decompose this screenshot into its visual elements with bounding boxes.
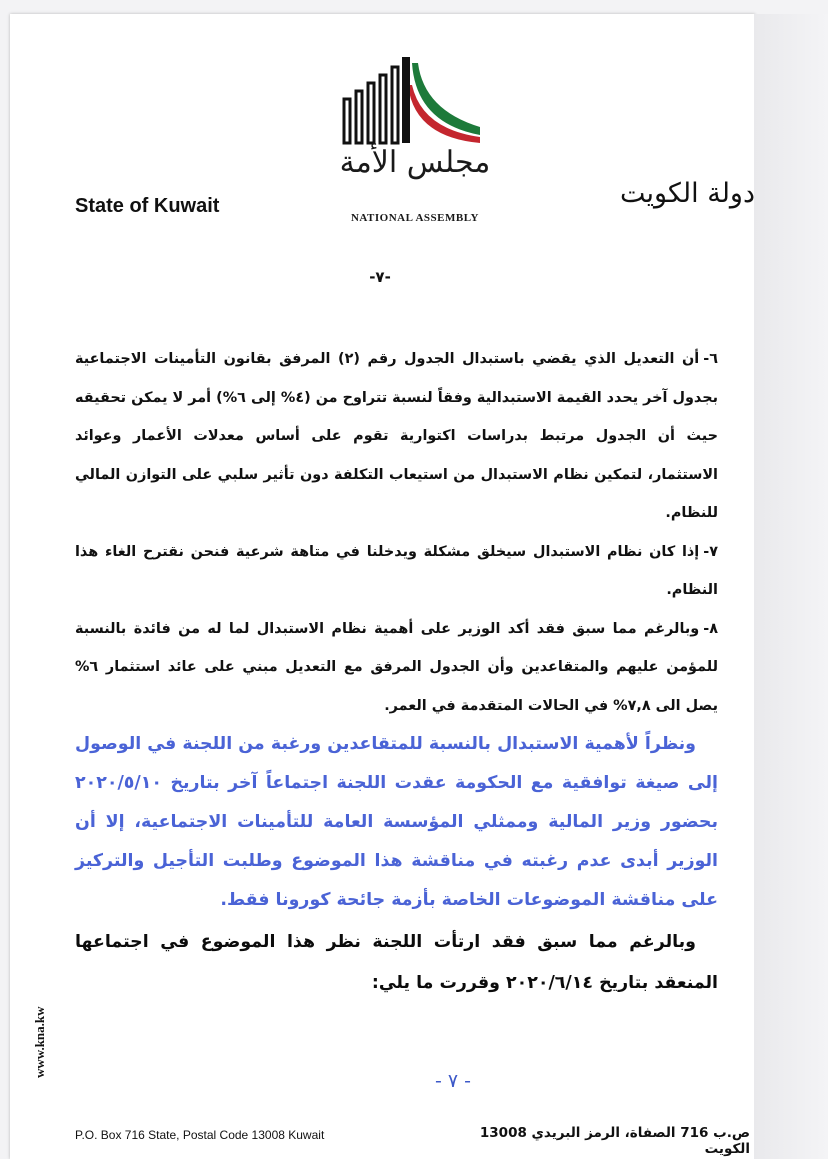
logo-green-arc — [412, 63, 480, 135]
item-number: ٦- — [703, 351, 718, 367]
item-number: ٨- — [703, 620, 718, 637]
website-url: www.kna.kw — [32, 1006, 47, 1079]
list-item — [75, 533, 718, 610]
item-number: ٧- — [703, 543, 718, 560]
item-text: أن التعديل الذي يقضي باستبدال الجدول رقم (٢) المرفق بقانون التأمينات الاجتماعية بجدول آخر يحدد القيمة الاستبدالية وفقاً لنسبة تتراوح من (٤% إلى ٦%) أمر لا يمكن تحقيقه حيث أن الجدول مرتبط بدراسات اكتوارية تقوم على أساس معدلات الأعمار وعوائد الاستثمار، لتمكين نظام الاستبدال من استيعاب التكلفة دون تأثير سلبي على التوازن المالي للنظام. — [75, 351, 718, 521]
list-item — [75, 610, 718, 726]
item-text: إذا كان نظام الاستبدال سيخلق مشكلة ويدخلنا في متاهة شرعية فنحن نقترح الغاء هذا النظام. — [75, 543, 718, 598]
footer-address-arabic: ص.ب 716 الصفاة، الرمز البريدي 13008 الكويت — [479, 1125, 750, 1157]
logo-english-text: NATIONAL ASSEMBLY — [350, 212, 479, 224]
item-text: وبالرغم مما سبق فقد أكد الوزير على أهمية نظام الاستبدال لما له من فائدة بالنسبة للمؤمن عليهم والمتقاعدين وأن الجدول المرفق مع التعديل مبني على عائد استثمار ٦% يصل الى ٧,٨% في الحالات المتقدمة في العمر. — [75, 620, 718, 714]
logo-arabic-text: مجلس الأمة — [339, 145, 491, 180]
handwritten-page-number: - ٧ - — [434, 1070, 472, 1092]
national-assembly-logo — [338, 55, 488, 145]
footer-address-english: P.O. Box 716 State, Postal Code 13008 Kuwait — [75, 1128, 325, 1142]
decision-paragraph: وبالرغم مما سبق فقد ارتأت اللجنة نظر هذا الموضوع في اجتماعها المنعقد بتاريخ ٢٠٢٠/٦/١٤ وقررت ما يلي: — [75, 932, 718, 993]
highlighted-paragraph: ونظراً لأهمية الاستبدال بالنسبة للمتقاعدين ورغبة من اللجنة في الوصول إلى صيغة توافقية مع الحكومة عقدت اللجنة اجتماعاً آخر بتاريخ ٢٠٢٠/٥/١٠ بحضور وزير المالية وممثلي المؤسسة العامة للتأمينات الاجتماعية، إلا أن الوزير أبدى عدم رغبته في مناقشة هذا الموضوع وطلبت التأجيل والتركيز على مناقشة الموضوعات الخاصة بأزمة جائحة كورونا فقط. — [75, 734, 718, 910]
state-name-english: State of Kuwait — [75, 195, 220, 217]
logo-columns — [344, 67, 398, 143]
page-edge — [754, 14, 828, 1159]
page-number: -٧- — [369, 268, 391, 286]
logo-main-pillar — [402, 57, 410, 143]
state-name-arabic: دولة الكويت — [620, 178, 755, 209]
list-item — [75, 340, 718, 533]
document-body — [75, 340, 718, 1004]
